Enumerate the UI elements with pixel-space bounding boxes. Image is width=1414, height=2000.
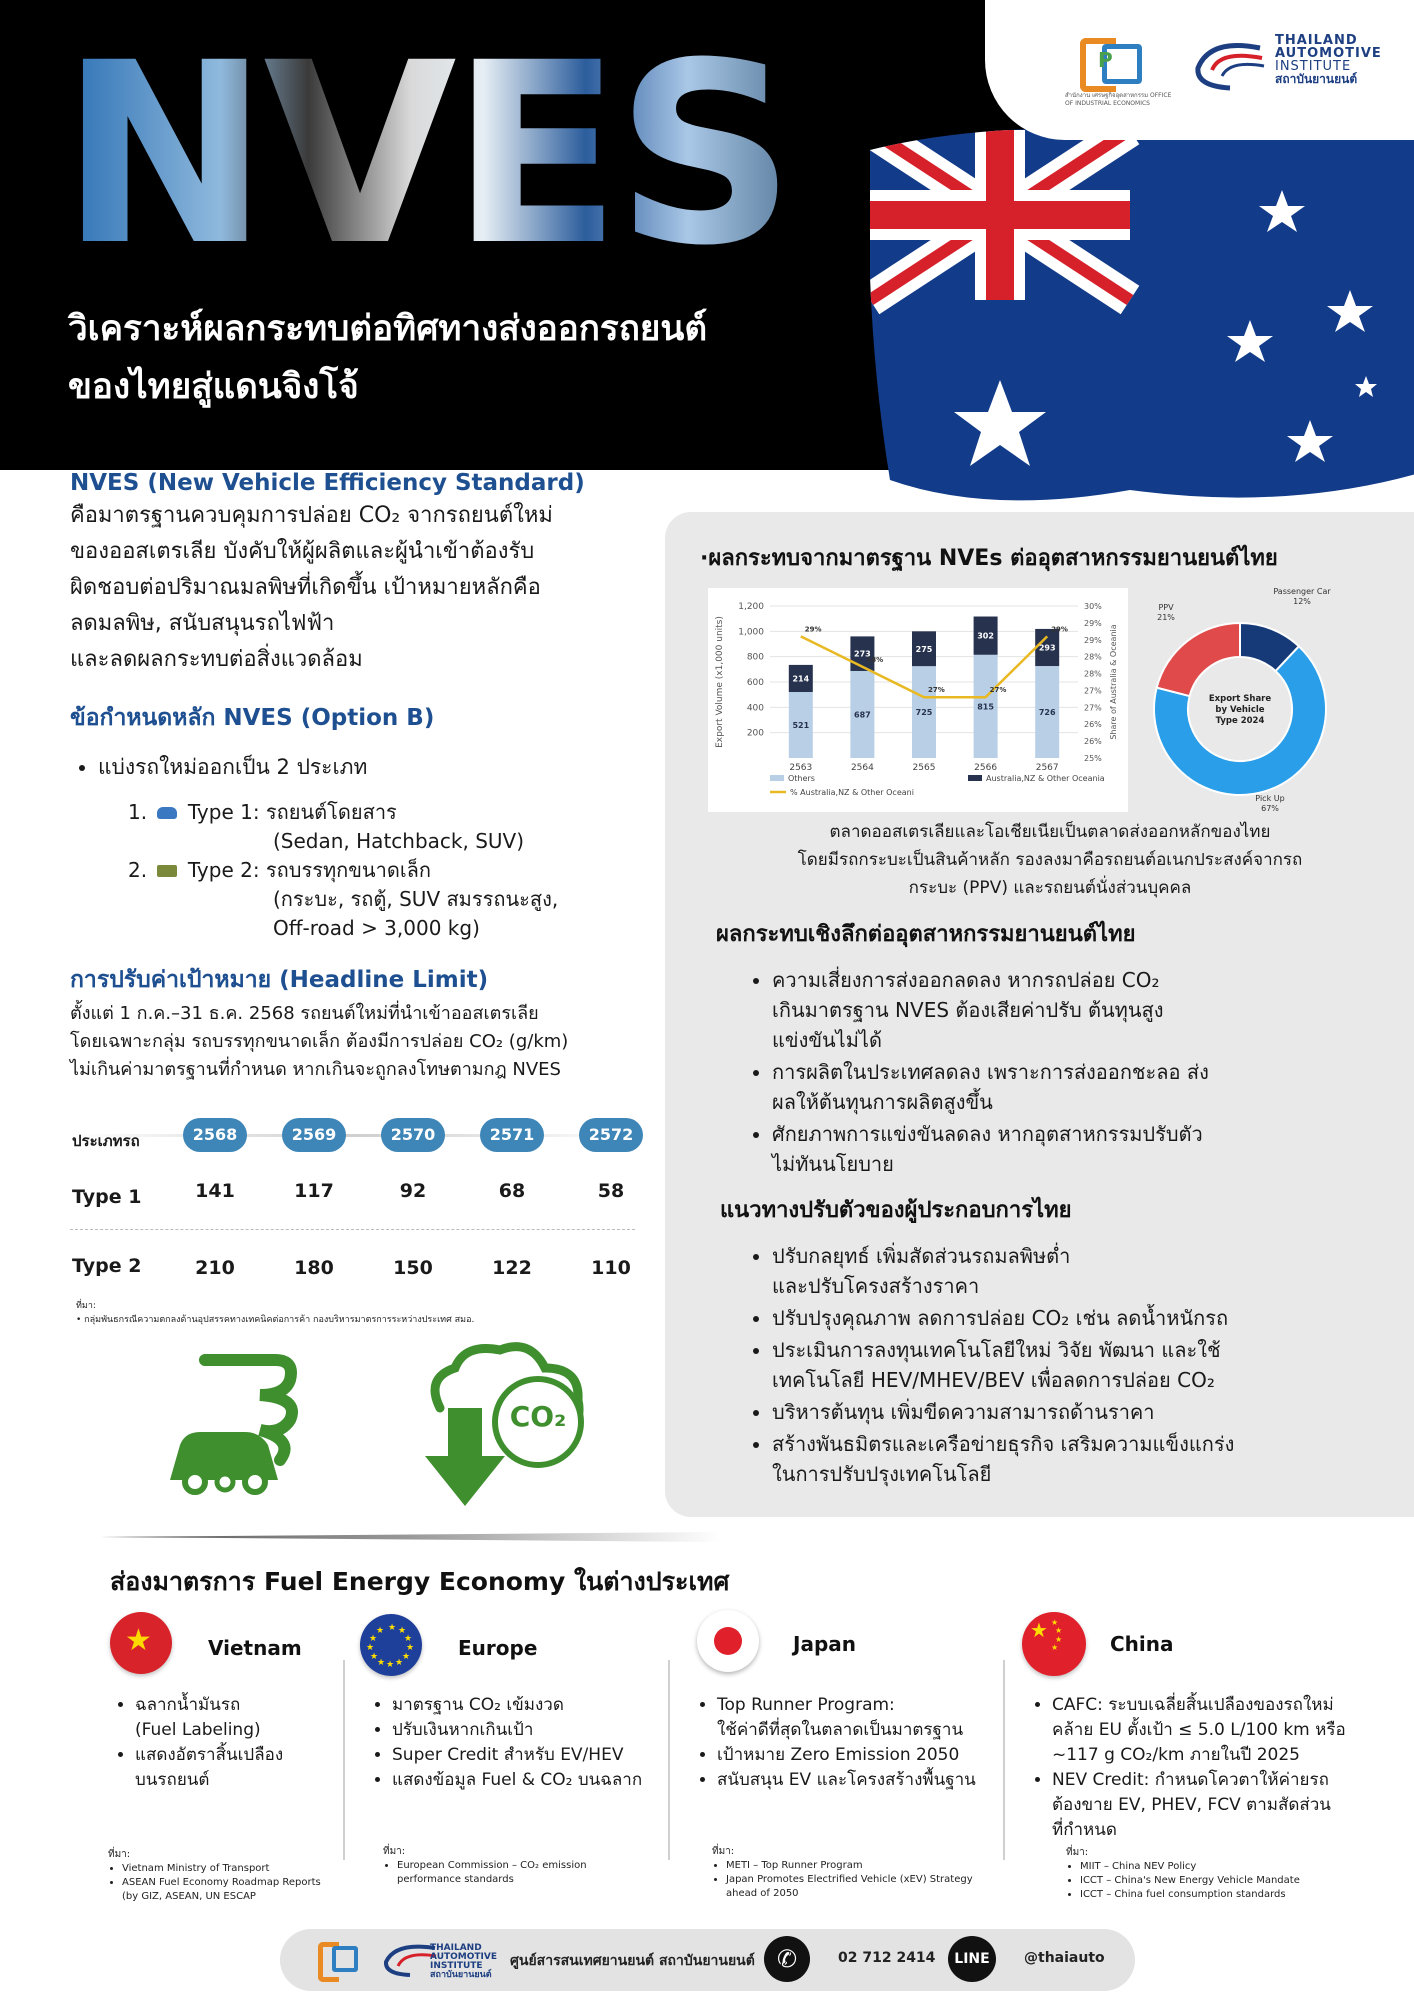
europe-item: • มาตรฐาน CO₂ เข้มงวด [392, 1693, 672, 1718]
headline-body [70, 1000, 670, 1084]
intro-line: ผิดชอบต่อปริมาณมลพิษที่เกิดขึ้น เป้าหมายหลักคือ [70, 575, 541, 600]
tai-logo-text [1275, 34, 1382, 86]
rules-list [70, 750, 630, 784]
tai-logo-line3: INSTITUTE [1275, 59, 1352, 74]
oie-logo-icon: P [1080, 38, 1142, 86]
type1-row [128, 798, 630, 827]
bar-label-oceania: 273 [854, 649, 871, 659]
adapt-item [772, 1335, 1400, 1395]
svg-text:★: ★ [406, 1643, 415, 1653]
y2-axis-title: Share of Australia & Oceania [1109, 624, 1118, 740]
year-pill: 2571 [480, 1118, 544, 1152]
footer-tai-line: INSTITUTE [430, 1961, 483, 1971]
japan-item [717, 1693, 1007, 1743]
japan-title: Japan [793, 1632, 856, 1656]
footer-tai-line: AUTOMOTIVE [430, 1952, 497, 1962]
donut-label-name: Passenger Car [1273, 587, 1331, 596]
type2-number: 2. [128, 858, 148, 882]
table-source-text: กลุ่มพันธกรณีความตกลงด้านอุปสรรคทางเทคนิคต่อการค้า กองบริหารมาตรการระหว่างประเทศ สมอ. [84, 1315, 475, 1325]
footer-org-name: ศูนย์สารสนเทศยานยนต์ สถาบันยานยนต์ [510, 1953, 755, 1969]
china-source-label: ที่มา: [1066, 1847, 1089, 1858]
x-tick-label: 2563 [789, 763, 813, 773]
bar-label-others: 815 [977, 702, 994, 712]
adapt-item [772, 1397, 1400, 1427]
logo-area [985, 0, 1414, 140]
donut-label-name: PPV [1158, 603, 1174, 612]
table-source: • กลุ่มพันธกรณีความตกลงด้านอุปสรรคทางเทคนิคต่อการค้า กองบริหารมาตรการระหว่างประเทศ สมอ. [76, 1315, 475, 1325]
y-tick-label: 200 [746, 728, 764, 739]
svg-text:★: ★ [402, 1652, 411, 1662]
china-flag-icon: ★ ★ ★ ★ ★ [1022, 1612, 1086, 1676]
line-share-label: 28% [866, 655, 884, 664]
intro-heading: NVES (New Vehicle Efficiency Standard) [70, 470, 585, 496]
adapt-line: เทคโนโลยี HEV/MHEV/BEV เพื่อลดการปล่อย CO₂ [772, 1368, 1215, 1392]
column-divider [668, 1660, 670, 1860]
vietnam-source [108, 1848, 338, 1904]
china-item [1052, 1768, 1402, 1843]
adapt-heading: แนวทางปรับตัวของผู้ประกอบการไทย [720, 1198, 1072, 1223]
vietnam-item [135, 1743, 335, 1793]
year-pill: 2569 [282, 1118, 346, 1152]
intro-line: ลดมลพิษ, สนับสนุนรถไฟฟ้า [70, 611, 335, 636]
chart-caption-line: กระบะ (PPV) และรถยนต์นั่งส่วนบุคคล [908, 878, 1192, 898]
page-title [68, 300, 707, 416]
legend-label-oceania: Australia,NZ & Other Oceania [986, 774, 1105, 783]
type1-examples: (Sedan, Hatchback, SUV) [273, 829, 525, 853]
japan-body [697, 1693, 1007, 1793]
japan-source [712, 1845, 982, 1901]
y2-tick-label: 28% [1084, 652, 1102, 662]
y-tick-label: 800 [746, 652, 764, 663]
china-body [1032, 1693, 1402, 1843]
deep-impact-item [772, 1119, 1396, 1179]
footer-tai-line: THAILAND [430, 1943, 482, 1953]
footer-line-id[interactable]: @thaiauto [1024, 1950, 1105, 1966]
export-volume-chart-svg [708, 588, 1128, 812]
line-share-label: 29% [804, 625, 822, 634]
type1-label: Type 1: รถยนต์โดยสาร [187, 800, 397, 824]
donut-center-title: Export Share [1208, 694, 1272, 704]
china-source-item: • MIIT – China NEV Policy [1080, 1860, 1366, 1874]
svg-text:★: ★ [386, 1660, 395, 1670]
europe-source-item: • European Commission – CO₂ emission performance standards [397, 1859, 643, 1887]
x-tick-label: 2566 [974, 763, 998, 773]
type1-value: 92 [399, 1180, 427, 1202]
type2-row-label: Type 2 [72, 1255, 142, 1277]
china-source-item: • ICCT – China's New Energy Vehicle Mandate [1080, 1874, 1366, 1888]
vietnam-item [135, 1693, 335, 1743]
bar-label-others: 726 [1038, 708, 1056, 718]
adapt-line: • ประเมินการลงทุนเทคโนโลยีใหม่ วิจัย พัฒนา และใช้ [772, 1338, 1221, 1362]
table-row-divider [70, 1229, 635, 1230]
type1-number: 1. [128, 800, 148, 824]
deep-impact-line: ผลให้ต้นทุนการผลิตสูงขึ้น [772, 1090, 993, 1114]
type2-examples: Off-road > 3,000 kg) [273, 916, 480, 940]
deep-impact-line: เกินมาตรฐาน NVES ต้องเสียค่าปรับ ต้นทุนสูง [772, 998, 1164, 1022]
adapt-line: และปรับโครงสร้างราคา [772, 1274, 980, 1298]
tai-logo-line1: THAILAND [1275, 33, 1358, 48]
legend-label-share: % Australia,NZ & Other Oceani [790, 788, 914, 797]
rules-types [70, 798, 630, 943]
type2-value: 110 [591, 1257, 631, 1279]
japan-flag-icon [697, 1610, 759, 1672]
adapt-line: • ปรับปรุงคุณภาพ ลดการปล่อย CO₂ เช่น ลดน้ำหนักรถ [772, 1306, 1229, 1330]
deep-impact-list [716, 965, 1396, 1179]
japan-source-label: ที่มา: [712, 1846, 735, 1857]
vietnam-line: • ฉลากน้ำมันรถ [135, 1695, 241, 1715]
japan-item: • สนับสนุน EV และโครงสร้างพื้นฐาน [717, 1768, 1007, 1793]
bar-label-oceania: 275 [915, 644, 933, 654]
export-volume-chart [708, 588, 1128, 812]
y2-tick-label: 28% [1084, 669, 1102, 679]
europe-title: Europe [458, 1636, 538, 1660]
tai-logo-line2: AUTOMOTIVE [1275, 46, 1382, 61]
y2-tick-label: 25% [1084, 754, 1102, 763]
intro-section [70, 470, 670, 678]
japan-line: • Top Runner Program: [717, 1695, 895, 1715]
china-source-item: • ICCT – China fuel consumption standards [1080, 1888, 1366, 1902]
svg-text:★: ★ [366, 1643, 375, 1653]
phone-icon: ✆ [764, 1936, 810, 1982]
type1-value: 141 [195, 1180, 235, 1202]
column-divider [343, 1660, 345, 1860]
eu-stars-icon [360, 1614, 422, 1676]
y2-tick-label: 29% [1084, 618, 1102, 628]
japan-source-item: • Japan Promotes Electrified Vehicle (xEV) Strategy ahead of 2050 [726, 1873, 982, 1901]
type1-value: 68 [498, 1180, 526, 1202]
y-tick-label: 1,000 [738, 627, 764, 638]
svg-text:★: ★ [398, 1626, 407, 1636]
y2-tick-label: 26% [1084, 737, 1102, 747]
y2-tick-label: 27% [1084, 686, 1102, 696]
europe-body [372, 1693, 672, 1793]
year-pill: 2568 [183, 1118, 247, 1152]
headline-line: ตั้งแต่ 1 ก.ค.–31 ธ.ค. 2568 รถยนต์ใหม่ที่นำเข้าออสเตรเลีย [70, 1003, 539, 1024]
type1-value: 58 [597, 1180, 625, 1202]
intro-line: ของออสเตรเลีย บังคับให้ผู้ผลิตและผู้นำเข้าต้องรับ [70, 539, 535, 564]
target-table [70, 1108, 640, 1338]
line-icon: LINE [948, 1936, 996, 1982]
chart-caption [700, 818, 1400, 902]
bar-label-oceania: 302 [977, 631, 994, 641]
japan-line: ใช้ค่าดีที่สุดในตลาดเป็นมาตรฐาน [717, 1720, 964, 1740]
rules-heading: ข้อกำหนดหลัก NVES (Option B) [70, 705, 435, 731]
type2-label: Type 2: รถบรรทุกขนาดเล็ก [187, 858, 432, 882]
japan-source-item: • METI – Top Runner Program [726, 1859, 982, 1873]
y-tick-label: 600 [746, 678, 764, 688]
column-divider [1003, 1660, 1005, 1860]
headline-section [70, 962, 670, 1084]
adapt-item [772, 1303, 1400, 1333]
europe-source [383, 1845, 643, 1887]
china-source [1066, 1846, 1366, 1902]
china-title: China [1110, 1632, 1174, 1656]
svg-text:★: ★ [369, 1634, 378, 1644]
rules-bullet: • แบ่งรถใหม่ออกเป็น 2 ประเภท [98, 750, 630, 784]
deep-impact-line: ไม่ทันนโยบาย [772, 1152, 894, 1176]
oie-logo-caption: สำนักงาน เศรษฐกิจอุตสาหกรรม OFFICE OF INDUSTRIAL ECONOMICS [1065, 92, 1172, 107]
x-tick-label: 2565 [912, 763, 936, 773]
y2-tick-label: 27% [1084, 703, 1102, 713]
vietnam-flag-icon: ★ [110, 1612, 172, 1674]
type2-row [128, 856, 630, 885]
headline-heading: การปรับค่าเป้าหมาย (Headline Limit) [70, 967, 489, 993]
vietnam-line: • แสดงอัตราสิ้นเปลือง [135, 1745, 284, 1765]
vietnam-line: บนรถยนต์ [135, 1770, 210, 1790]
adapt-line: • ปรับกลยุทธ์ เพิ่มสัดส่วนรถมลพิษต่ำ [772, 1244, 1071, 1268]
europe-item: • แสดงข้อมูล Fuel & CO₂ บนฉลาก [392, 1768, 672, 1793]
y-axis-title: Export Volume (x1,000 units) [715, 616, 725, 748]
export-share-donut-svg [1140, 584, 1400, 814]
legend-label-others: Others [788, 774, 815, 783]
line-share-label: 29% [1051, 625, 1068, 634]
table-source-label: ที่มา: [76, 1301, 96, 1311]
svg-text:★: ★ [376, 1626, 385, 1636]
impact-heading: ·ผลกระทบจากมาตรฐาน NVEs ต่ออุตสาหกรรมยานยนต์ไทย [700, 546, 1278, 571]
y-tick-label: 1,200 [738, 602, 764, 612]
car-icon [157, 807, 177, 819]
donut-label-value: 12% [1293, 597, 1311, 606]
y2-tick-label: 26% [1084, 720, 1102, 730]
deep-impact-item [772, 965, 1396, 1055]
nves-hero-title: NVES [60, 9, 790, 300]
china-line: • CAFC: ระบบเฉลี่ยสิ้นเปลืองของรถใหม่ [1052, 1695, 1334, 1715]
donut-center-title: Type 2024 [1215, 716, 1265, 726]
intro-body [70, 498, 670, 678]
donut-label-value: 67% [1261, 804, 1279, 813]
adapt-list [720, 1241, 1400, 1489]
y-tick-label: 400 [746, 703, 764, 714]
australia-flag-image [870, 120, 1414, 510]
type2-value: 210 [195, 1257, 235, 1279]
vietnam-title: Vietnam [208, 1636, 302, 1660]
table-divider [70, 1134, 640, 1137]
europe-source-label: ที่มา: [383, 1846, 406, 1857]
co2-badge: CO₂ [492, 1376, 584, 1468]
tai-logo-line4: สถาบันยานยนต์ [1275, 72, 1358, 86]
adapt-line: ในการปรับปรุงเทคโนโลยี [772, 1462, 992, 1486]
type2-value: 180 [294, 1257, 334, 1279]
donut-label-name: Pick Up [1255, 794, 1285, 803]
bar-label-others: 725 [915, 708, 933, 718]
donut-label-value: 21% [1157, 613, 1175, 622]
deep-impact-section [716, 916, 1396, 1181]
vietnam-body [115, 1693, 335, 1793]
footer-phone[interactable]: 02 712 2414 [838, 1950, 936, 1966]
europe-item: • Super Credit สำหรับ EV/HEV [392, 1743, 672, 1768]
vietnam-source-item: • Vietnam Ministry of Transport [122, 1862, 338, 1876]
vietnam-source-item: • ASEAN Fuel Economy Roadmap Reports (by GIZ, ASEAN, UN ESCAP [122, 1876, 338, 1904]
donut-center-title: by Vehicle [1215, 705, 1265, 715]
bar-label-oceania: 214 [792, 674, 810, 684]
y2-tick-label: 29% [1084, 635, 1102, 645]
x-tick-label: 2564 [850, 763, 874, 773]
truck-icon [157, 865, 177, 877]
rules-section [70, 700, 630, 943]
adapt-item [772, 1429, 1400, 1489]
adapt-item [772, 1241, 1400, 1301]
china-line: ต้องขาย EV, PHEV, FCV ตามสัดส่วน [1052, 1795, 1331, 1815]
china-line: • NEV Credit: กำหนดโควตาให้ค่ายรถ [1052, 1770, 1329, 1790]
type2-examples: (กระบะ, รถตู้, SUV สมรรถนะสูง, [273, 887, 559, 911]
footer-tai-line: สถาบันยานยนต์ [430, 1970, 492, 1980]
line-share-label: 27% [928, 686, 945, 695]
chart-caption-line: โดยมีรถกระบะเป็นสินค้าหลัก รองลงมาคือรถยนต์อเนกประสงค์จากรถ [797, 850, 1303, 870]
japan-item: • เป้าหมาย Zero Emission 2050 [717, 1743, 1007, 1768]
section-wedge-divider [100, 1532, 720, 1542]
tai-logo-icon [1190, 38, 1270, 94]
eu-flag-icon [360, 1614, 422, 1676]
x-tick-label: 2567 [1035, 763, 1059, 773]
line-share-label: 27% [989, 686, 1007, 695]
type1-row-label: Type 1 [72, 1186, 142, 1208]
deep-impact-line: • ความเสี่ยงการส่งออกลดลง หากรถปล่อย CO₂ [772, 968, 1160, 992]
svg-text:★: ★ [404, 1634, 413, 1644]
svg-text:★: ★ [370, 1652, 379, 1662]
svg-text:★: ★ [395, 1658, 404, 1668]
vietnam-source-label: ที่มา: [108, 1849, 131, 1860]
foreign-heading: ส่องมาตรการ Fuel Energy Economy ในต่างประเทศ [110, 1567, 730, 1596]
deep-impact-line: • การผลิตในประเทศลดลง เพราะการส่งออกชะลอ ส่ง [772, 1060, 1209, 1084]
page-title-line2: ของไทยสู่แดนจิงโจ้ [68, 367, 359, 407]
page-title-line1: วิเคราะห์ผลกระทบต่อทิศทางส่งออกรถยนต์ [68, 309, 708, 349]
adapt-line: • สร้างพันธมิตรและเครือข่ายธุรกิจ เสริมความแข็งแกร่ง [772, 1432, 1235, 1456]
deep-impact-heading: ผลกระทบเชิงลึกต่ออุตสาหกรรมยานยนต์ไทย [716, 922, 1136, 947]
adapt-line: • บริหารต้นทุน เพิ่มขีดความสามารถด้านราคา [772, 1400, 1155, 1424]
china-line: ~117 g CO₂/km ภายในปี 2025 [1052, 1745, 1300, 1765]
deep-impact-item [772, 1057, 1396, 1117]
legend-swatch-others [770, 775, 784, 781]
type2-value: 122 [492, 1257, 532, 1279]
headline-line: โดยเฉพาะกลุ่ม รถบรรทุกขนาดเล็ก ต้องมีการปล่อย CO₂ (g/km) [70, 1031, 569, 1052]
type1-value: 117 [294, 1180, 334, 1202]
adapt-section [720, 1192, 1400, 1491]
bar-label-others: 687 [854, 710, 871, 720]
chart-caption-line: ตลาดออสเตรเลียและโอเชียเนียเป็นตลาดส่งออกหลักของไทย [829, 822, 1271, 842]
intro-line: คือมาตรฐานควบคุมการปล่อย CO₂ จากรถยนต์ใหม่ [70, 503, 553, 528]
footer-tai-logo-text [430, 1944, 497, 1980]
donut-slice [1157, 623, 1240, 696]
footer-oie-logo-icon [318, 1940, 358, 1978]
intro-line: และลดผลกระทบต่อสิ่งแวดล้อม [70, 647, 363, 672]
legend-swatch-oceania [968, 775, 982, 781]
vietnam-line: (Fuel Labeling) [135, 1720, 261, 1740]
year-pill: 2572 [579, 1118, 643, 1152]
svg-text:★: ★ [377, 1658, 386, 1668]
type2-value: 150 [393, 1257, 433, 1279]
co2-reduction-icon [420, 1338, 600, 1508]
bar-label-others: 521 [792, 721, 810, 731]
headline-line: ไม่เกินค่ามาตรฐานที่กำหนด หากเกินจะถูกลงโทษตามกฎ NVES [70, 1059, 561, 1080]
bar-label-oceania: 293 [1038, 643, 1056, 653]
year-pill: 2570 [381, 1118, 445, 1152]
svg-text:★: ★ [388, 1623, 397, 1633]
table-col-header: ประเภทรถ [72, 1132, 140, 1150]
deep-impact-line: • ศักยภาพการแข่งขันลดลง หากอุตสาหกรรมปรับตัว [772, 1122, 1203, 1146]
export-share-donut [1140, 584, 1400, 814]
y2-tick-label: 30% [1084, 602, 1102, 611]
deep-impact-line: แข่งขันไม่ได้ [772, 1028, 882, 1052]
china-line: ที่กำหนด [1052, 1820, 1117, 1840]
china-item [1052, 1693, 1402, 1768]
europe-item: • ปรับเงินหากเกินเป้า [392, 1718, 672, 1743]
china-line: คล้าย EU ตั้งเป้า ≤ 5.0 L/100 km หรือ [1052, 1720, 1346, 1740]
